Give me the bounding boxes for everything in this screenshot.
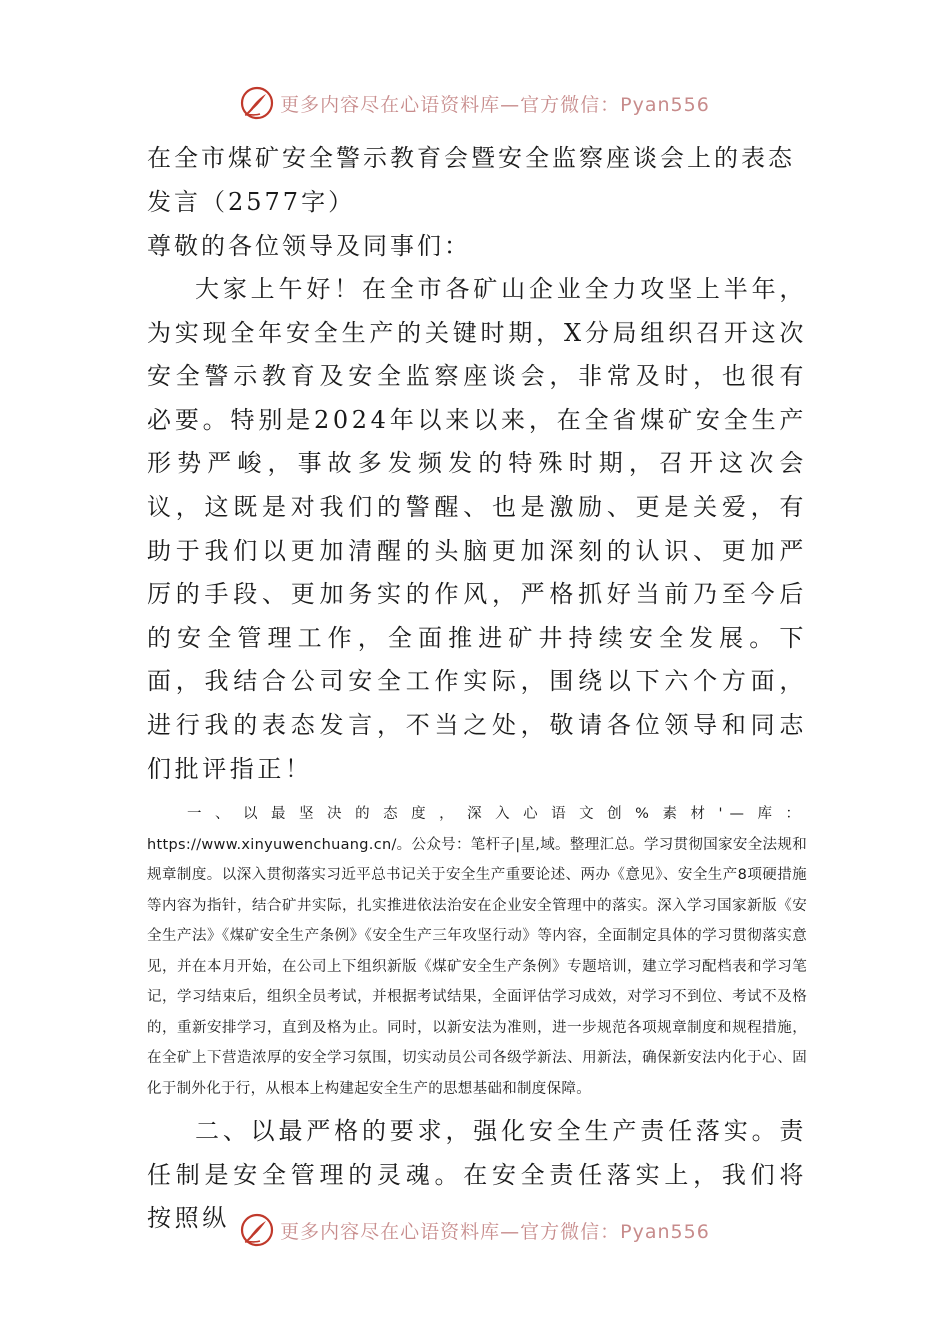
- watermark-text: 更多内容尽在心语资料库—官方微信：Pyan556: [280, 93, 710, 116]
- document-title: 在全市煤矿安全警示教育会暨安全监察座谈会上的表态发言（2577字）: [147, 144, 795, 216]
- section-2-paragraph: 二、以最严格的要求，强化安全生产责任落实。责任制是安全管理的灵魂。在安全责任落实上，我们将按照纵: [147, 1117, 807, 1233]
- section-1-lead: 一、以最坚决的态度，深入心语文创%素材'—库：: [187, 806, 807, 823]
- opening-paragraph: 大家上午好！在全市各矿山企业全力攻坚上半年，为实现全年安全生产的关键时期，X分局组织召开这次安全警示教育及安全监察座谈会，非常及时，也很有必要。特别是2024年以来以来，在全省煤矿安全生产形势严峻，事故多发频发的特殊时期，召开这次会议，这既是对我们的警醒、也是激励、更是关爱，有助于我们以更加清醒的头脑更加深刻的认识、更加严厉的手段、更加务实的作风，严格抓好当前乃至今后的安全管理工作，全面推进矿井持续安全发展。下面，我结合公司安全工作实际，围绕以下六个方面，进行我的表态发言，不当之处，敬请各位领导和同志们批评指正！: [147, 275, 807, 783]
- section-1-body: https://www.xinyuwenchuang.cn/。公众号：笔杆子|星,域。整理汇总。学习贯彻国家安全法规和规章制度。以深入贯彻落实习近平总书记关于安全生产重要论述、两办《意见》、安全生产8项硬措施等内容为指针，结合矿井实际，扎实推进依法治安在企业安全管理中的落实。深入学习国家新版《安全生产法》《煤矿安全生产条例》《安全生产三年攻坚行动》等内容，全面制定具体的学习贯彻落实意见，并在本月开始，在公司上下组织新版《煤矿安全生产条例》专题培训，建立学习配档表和学习笔记，学习结束后，组织全员考试，并根据考试结果，全面评估学习成效，对学习不到位、考试不及格的，重新安排学习，直到及格为止。同时，以新安法为准则，进一步规范各项规章制度和规程措施，在全矿上下营造浓厚的安全学习氛围，切实动员公司各级学新法、用新法，确保新安法内化于心、固化于制外化于行，从根本上构建起安全生产的思想基础和制度保障。: [147, 836, 807, 1097]
- salutation: 尊敬的各位领导及同事们：: [147, 232, 471, 260]
- pen-quill-logo-icon: [240, 86, 274, 120]
- watermark-header: [0, 83, 950, 123]
- pen-quill-logo-icon: [240, 1213, 274, 1247]
- document-body: [147, 136, 807, 1241]
- section-1-paragraph: [147, 799, 807, 1104]
- watermark-footer: [0, 1210, 950, 1250]
- watermark-text: 更多内容尽在心语资料库—官方微信：Pyan556: [280, 1220, 710, 1243]
